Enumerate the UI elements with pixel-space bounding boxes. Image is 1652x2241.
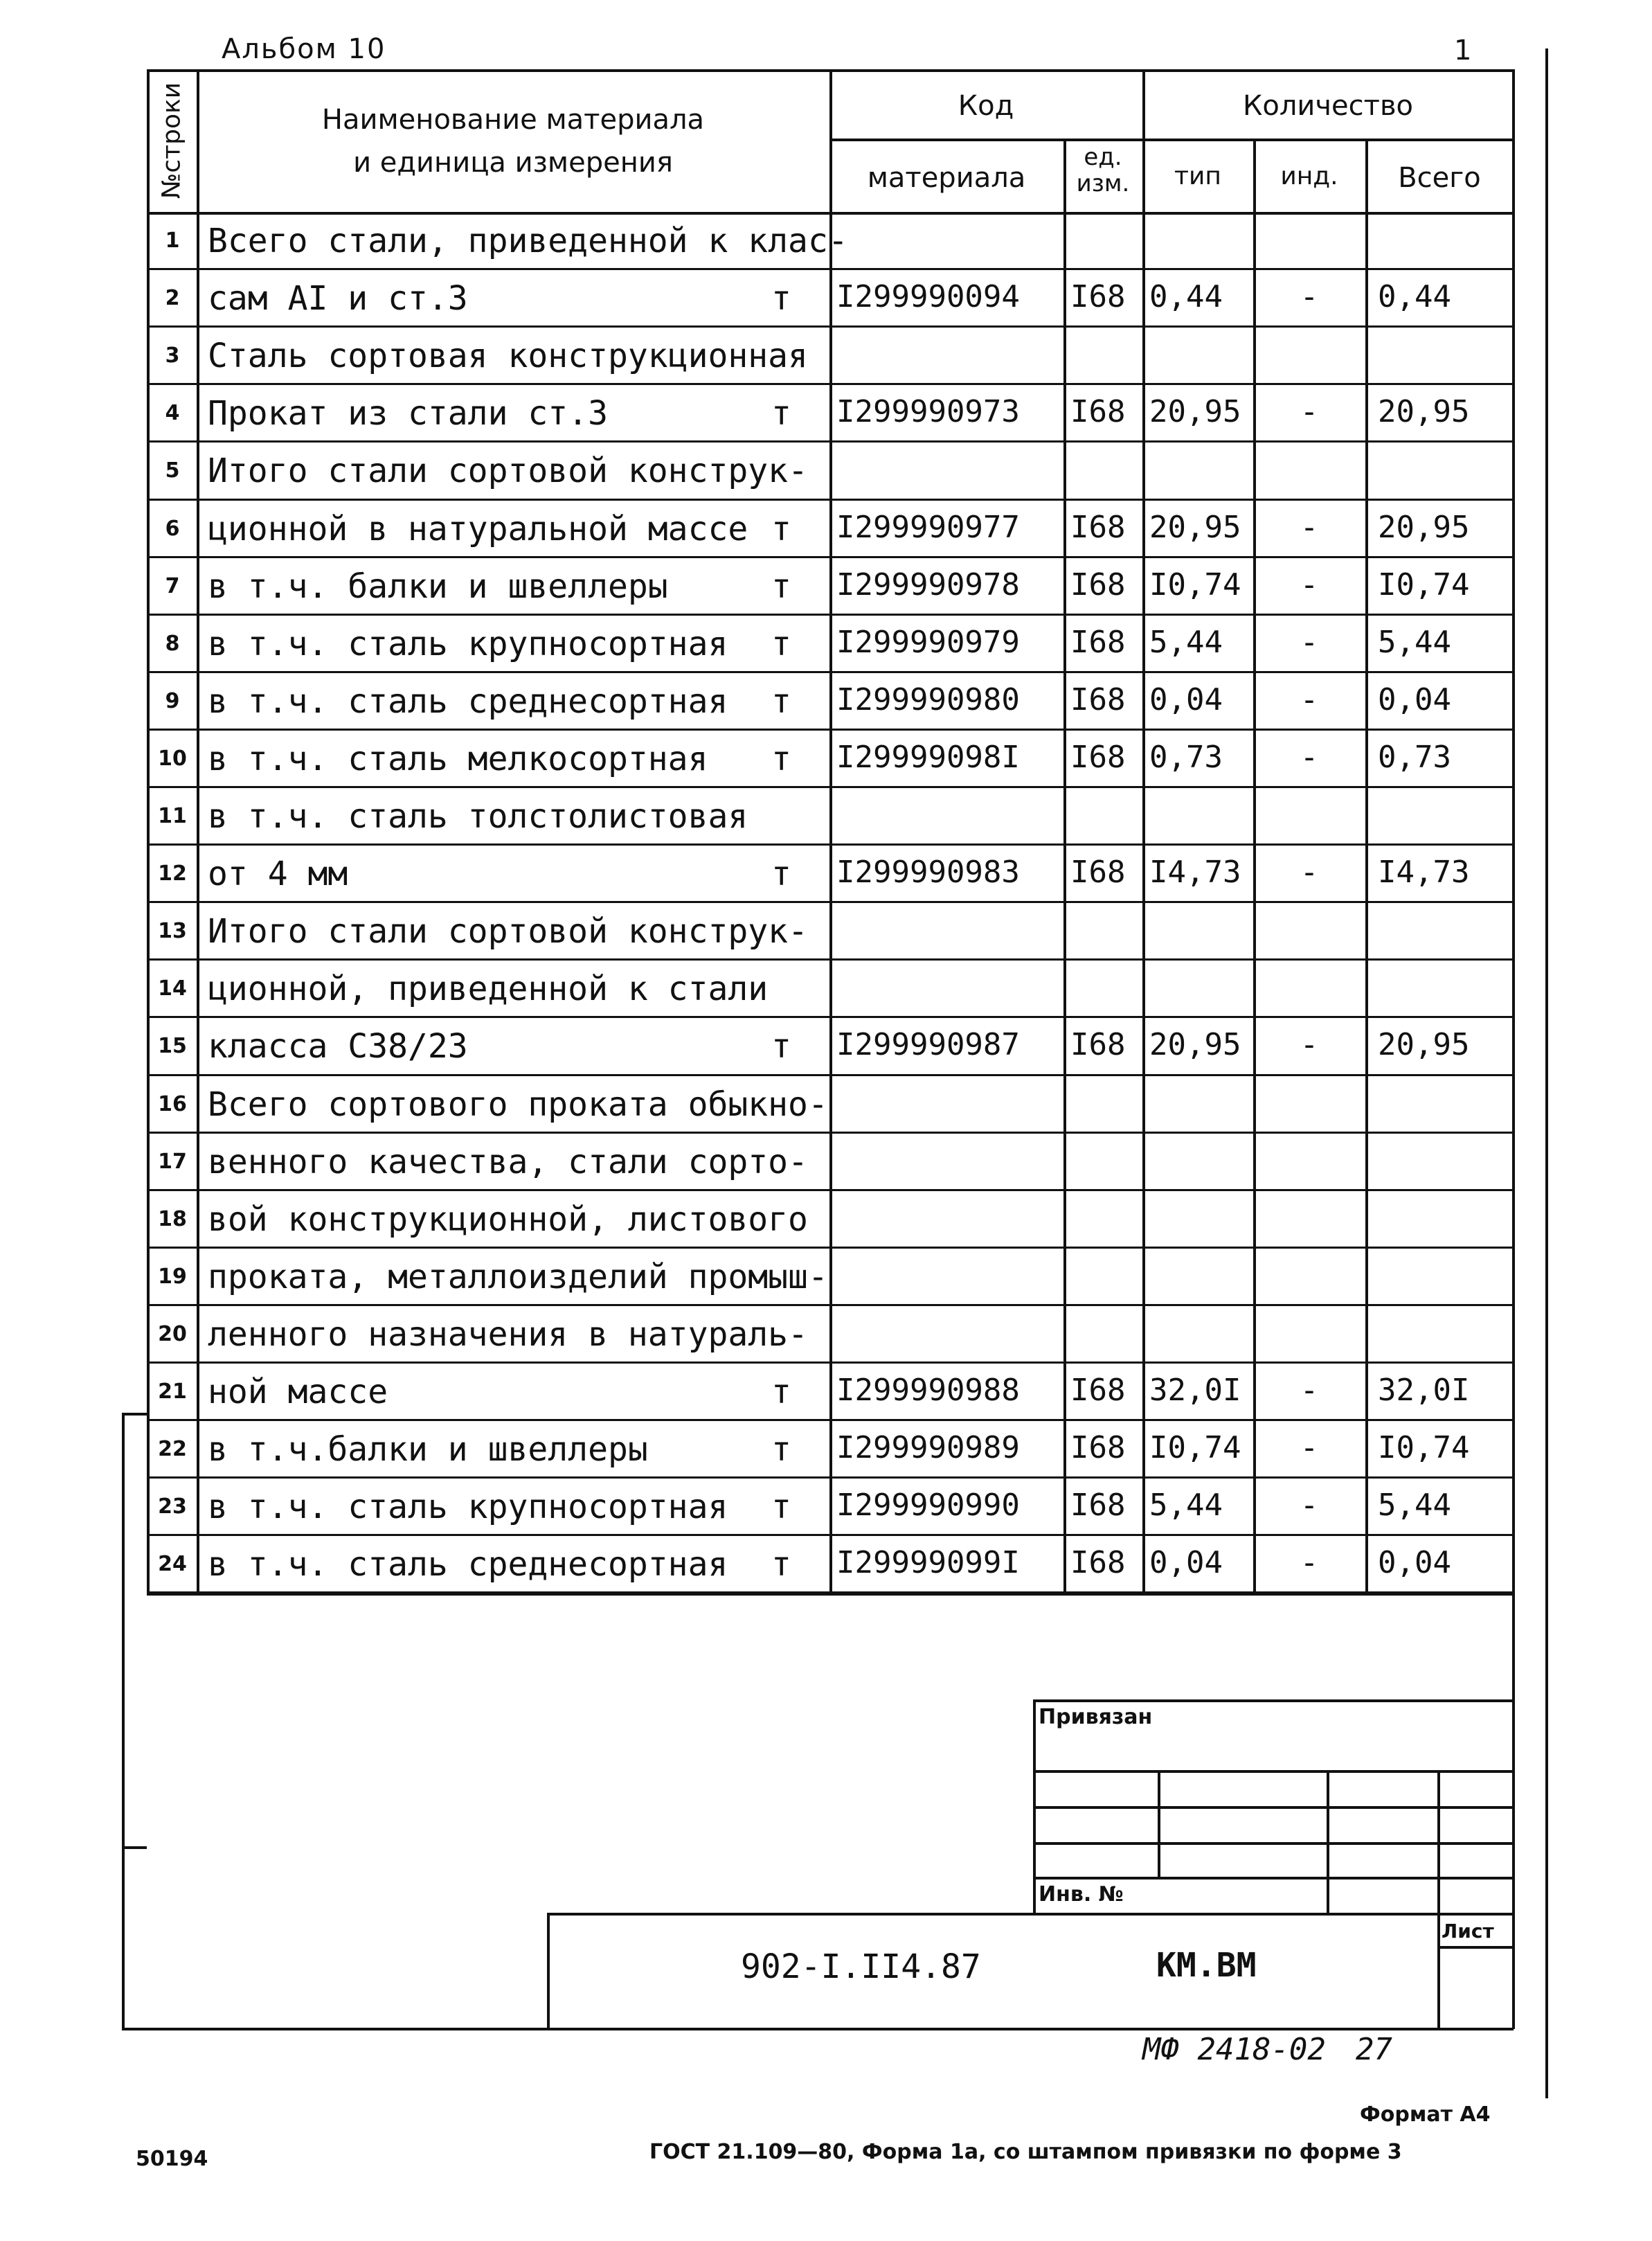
row-number: 22	[158, 1437, 187, 1462]
row-unit-mark: т	[771, 624, 791, 663]
row-number: 6	[165, 516, 180, 541]
row-unit-mark: т	[771, 566, 791, 606]
row-divider	[147, 1361, 1514, 1364]
row-qty-type: 5,44	[1149, 1488, 1223, 1524]
row-divider	[147, 1419, 1514, 1421]
row-qty-type: I0,74	[1149, 566, 1241, 602]
stamp-list-line	[1437, 1913, 1440, 2029]
row-qty-ind: -	[1300, 1545, 1319, 1581]
row-divider	[147, 1016, 1514, 1018]
sheet-number: 27	[1356, 2032, 1392, 2067]
row-divider	[147, 729, 1514, 731]
row-material-code: I299990977	[836, 509, 1020, 545]
row-qty-ind: -	[1300, 855, 1319, 891]
row-number: 17	[158, 1149, 187, 1174]
privyazan-label: Привязан	[1039, 1705, 1153, 1729]
row-qty-ind: -	[1300, 624, 1319, 660]
row-material-code: I29999099I	[836, 1545, 1020, 1581]
row-number: 9	[165, 688, 180, 713]
row-qty-ind: -	[1300, 1373, 1319, 1408]
row-unit-code: I68	[1070, 681, 1126, 717]
row-divider	[147, 1534, 1514, 1536]
row-number: 15	[158, 1034, 187, 1059]
row-number: 18	[158, 1206, 187, 1231]
row-number: 14	[158, 976, 187, 1001]
row-divider	[147, 268, 1514, 270]
row-material-name: в т.ч. сталь мелкосортная	[208, 739, 708, 778]
row-material-name: ной массе	[208, 1373, 388, 1411]
row-divider	[147, 1476, 1514, 1479]
row-divider	[147, 325, 1514, 328]
list-label: Лист	[1442, 1920, 1494, 1943]
mf-number: МФ 2418-02	[1142, 2032, 1326, 2067]
privyazan-line-2	[1033, 1806, 1514, 1809]
row-qty-ind: -	[1300, 394, 1319, 430]
row-qty-type: 32,0I	[1149, 1373, 1241, 1408]
row-divider	[147, 1247, 1514, 1249]
row-material-name: в т.ч. сталь крупносортная	[208, 624, 728, 663]
row-material-name: ленного назначения в натураль-	[208, 1314, 808, 1354]
row-material-name: Прокат из стали ст.3	[208, 394, 608, 434]
row-number: 21	[158, 1380, 187, 1404]
row-material-name: от 4 мм	[208, 855, 348, 894]
row-qty-total: 20,95	[1378, 1027, 1470, 1063]
margin-vertical	[122, 1413, 125, 2029]
row-qty-total: I4,73	[1378, 855, 1470, 891]
row-unit-mark: т	[771, 1545, 791, 1584]
row-material-name: в т.ч. сталь крупносортная	[208, 1488, 728, 1527]
row-unit-mark: т	[771, 739, 791, 778]
row-material-name: ционной в натуральной массе	[208, 509, 748, 548]
privyazan-line-4	[1033, 1877, 1514, 1880]
row-qty-ind: -	[1300, 566, 1319, 602]
privyazan-line-1	[1033, 1770, 1514, 1773]
row-material-name: Всего стали, приведенной к клас-	[208, 222, 848, 260]
row-unit-code: I68	[1070, 394, 1126, 430]
row-unit-code: I68	[1070, 1430, 1126, 1466]
margin-tick-1	[122, 1413, 147, 1416]
header-qty-total: Всего	[1398, 162, 1481, 194]
row-unit-code: I68	[1070, 1027, 1126, 1063]
header-name-line1: Наименование материала	[321, 104, 705, 136]
header-qty-ind: инд.	[1280, 162, 1338, 190]
format-label: Формат А4	[1360, 2102, 1491, 2127]
row-unit-code: I68	[1070, 1545, 1126, 1581]
row-material-code: I299990979	[836, 624, 1020, 660]
doc-code: 902-I.II4.87	[741, 1947, 981, 1986]
row-material-name: в т.ч. балки и швеллеры	[208, 566, 668, 606]
row-material-name: венного качества, стали сорто-	[208, 1142, 808, 1181]
col-line-unit	[1142, 69, 1145, 1593]
privyazan-col-3	[1437, 1770, 1440, 1913]
col-line-ind	[1365, 139, 1368, 1593]
row-divider	[147, 671, 1514, 673]
row-material-code: I299990978	[836, 566, 1020, 602]
row-number: 12	[158, 861, 187, 886]
row-unit-code: I68	[1070, 566, 1126, 602]
row-divider	[147, 383, 1514, 385]
row-qty-total: 0,73	[1378, 739, 1451, 775]
privyazan-line-3	[1033, 1842, 1514, 1845]
row-qty-total: I0,74	[1378, 566, 1470, 602]
row-qty-type: 0,73	[1149, 739, 1223, 775]
row-number: 10	[158, 746, 187, 771]
row-unit-mark: т	[771, 1373, 791, 1411]
row-unit-mark: т	[771, 1488, 791, 1527]
header-sub-line	[829, 139, 1514, 141]
row-divider	[147, 1074, 1514, 1076]
page-right-edge	[1545, 48, 1548, 2098]
privyazan-col-2	[1327, 1770, 1329, 1913]
stamp-list-sub-line	[1437, 1946, 1514, 1949]
row-material-name: проката, металлоизделий промыш-	[208, 1257, 828, 1296]
row-unit-code: I68	[1070, 855, 1126, 891]
doc-mark: КМ.ВМ	[1156, 1946, 1257, 1985]
row-qty-ind: -	[1300, 1027, 1319, 1063]
row-qty-ind: -	[1300, 509, 1319, 545]
row-material-name: Всего сортового проката обыкно-	[208, 1084, 828, 1124]
row-qty-total: 20,95	[1378, 509, 1470, 545]
row-material-code: I299990988	[836, 1373, 1020, 1408]
row-material-name: Итого стали сортовой конструк-	[208, 452, 808, 491]
col-line-code	[1063, 139, 1066, 1593]
row-divider	[147, 499, 1514, 501]
row-unit-mark: т	[771, 681, 791, 721]
row-qty-ind: -	[1300, 1488, 1319, 1524]
row-divider	[147, 440, 1514, 443]
row-number: 23	[158, 1494, 187, 1519]
row-unit-mark: т	[771, 509, 791, 548]
left-code: 50194	[136, 2147, 208, 2171]
row-number: 19	[158, 1264, 187, 1289]
row-qty-total: 5,44	[1378, 1488, 1451, 1524]
row-material-name: в т.ч.балки и швеллеры	[208, 1430, 648, 1470]
privyazan-col-1	[1158, 1770, 1160, 1877]
row-number: 7	[165, 573, 180, 598]
row-unit-mark: т	[771, 1027, 791, 1066]
row-material-name: Итого стали сортовой конструк-	[208, 912, 808, 952]
row-unit-code: I68	[1070, 279, 1126, 315]
row-unit-code: I68	[1070, 624, 1126, 660]
row-unit-mark: т	[771, 855, 791, 894]
row-qty-type: I4,73	[1149, 855, 1241, 891]
row-number: 11	[158, 804, 187, 828]
row-material-name: сам АI и ст.3	[208, 279, 468, 319]
row-qty-total: 20,95	[1378, 394, 1470, 430]
header-quantity: Количество	[1242, 90, 1413, 122]
row-unit-code: I68	[1070, 1488, 1126, 1524]
row-number: 5	[165, 458, 180, 483]
row-material-code: I299990987	[836, 1027, 1020, 1063]
row-unit-code: I68	[1070, 739, 1126, 775]
stamp-left-line	[547, 1913, 550, 2029]
row-qty-total: 0,04	[1378, 1545, 1451, 1581]
row-material-name: в т.ч. сталь среднесортная	[208, 1545, 728, 1584]
row-number: 20	[158, 1321, 187, 1346]
margin-tick-2	[122, 1846, 147, 1849]
header-name-line2: и единица измерения	[353, 147, 673, 179]
row-divider	[147, 1132, 1514, 1134]
row-unit-code: I68	[1070, 509, 1126, 545]
row-qty-total: 32,0I	[1378, 1373, 1470, 1408]
row-material-name: Сталь сортовая конструкционная	[208, 337, 808, 376]
row-qty-type: I0,74	[1149, 1430, 1241, 1466]
row-qty-type: 5,44	[1149, 624, 1223, 660]
row-unit-mark: т	[771, 1430, 791, 1470]
row-qty-ind: -	[1300, 279, 1319, 315]
frame-bottom-line	[122, 2028, 1514, 2030]
row-qty-type: 0,04	[1149, 1545, 1223, 1581]
row-qty-ind: -	[1300, 681, 1319, 717]
row-qty-type: 20,95	[1149, 394, 1241, 430]
inv-no-label: Инв. №	[1039, 1882, 1124, 1907]
row-material-name: в т.ч. сталь толстолистовая	[208, 797, 748, 836]
row-qty-total: 5,44	[1378, 624, 1451, 660]
row-qty-type: 0,04	[1149, 681, 1223, 717]
row-qty-ind: -	[1300, 1430, 1319, 1466]
row-material-name: в т.ч. сталь среднесортная	[208, 681, 728, 721]
page-mark: 1	[1454, 35, 1472, 66]
row-material-name: ционной, приведенной к стали	[208, 970, 769, 1009]
row-material-code: I299990983	[836, 855, 1020, 891]
row-unit-mark: т	[771, 394, 791, 434]
row-material-code: I299990990	[836, 1488, 1020, 1524]
col-line-name	[829, 69, 832, 1593]
row-material-name: вой конструкционной, листового	[208, 1199, 808, 1239]
row-material-code: I299990980	[836, 681, 1020, 717]
row-qty-type: 0,44	[1149, 279, 1223, 315]
header-row-no-label: №строки	[157, 82, 186, 199]
row-qty-ind: -	[1300, 739, 1319, 775]
row-number: 3	[165, 343, 180, 368]
header-code: Код	[958, 90, 1014, 122]
album-label: Альбом 10	[222, 33, 386, 65]
gost-reference: ГОСТ 21.109—80, Форма 1а, со штампом привязки по форме 3	[649, 2140, 1402, 2164]
row-number: 1	[165, 229, 180, 253]
header-row-no	[147, 69, 197, 212]
row-material-code: I299990094	[836, 279, 1020, 315]
row-number: 16	[158, 1091, 187, 1116]
row-qty-type: 20,95	[1149, 1027, 1241, 1063]
row-material-name: класса С38/23	[208, 1027, 468, 1066]
row-number: 24	[158, 1552, 187, 1577]
stamp-top-line	[547, 1913, 1514, 1916]
row-number: 8	[165, 631, 180, 656]
row-divider	[147, 556, 1514, 558]
privyazan-top-line	[1033, 1699, 1514, 1702]
row-qty-total: 0,04	[1378, 681, 1451, 717]
row-unit-code: I68	[1070, 1373, 1126, 1408]
row-number: 13	[158, 919, 187, 944]
row-divider	[147, 614, 1514, 616]
header-qty-type: тип	[1174, 162, 1221, 190]
row-material-code: I299990989	[836, 1430, 1020, 1466]
row-divider	[147, 843, 1514, 846]
row-number: 4	[165, 401, 180, 426]
row-divider	[147, 786, 1514, 788]
header-bottom-line	[147, 212, 1514, 215]
row-divider	[147, 901, 1514, 903]
row-unit-mark: т	[771, 279, 791, 319]
row-qty-total: I0,74	[1378, 1430, 1470, 1466]
table-bottom-border	[147, 1593, 1515, 1596]
header-code-unit: ед. изм.	[1076, 143, 1130, 197]
row-material-code: I29999098I	[836, 739, 1020, 775]
table-right-border	[1512, 69, 1515, 2029]
header-code-material: материала	[867, 162, 1026, 194]
row-divider	[147, 958, 1514, 961]
row-qty-total: 0,44	[1378, 279, 1451, 315]
row-number: 2	[165, 286, 180, 311]
row-material-code: I299990973	[836, 394, 1020, 430]
col-line-rowno	[197, 69, 199, 1593]
row-divider	[147, 1189, 1514, 1191]
row-qty-type: 20,95	[1149, 509, 1241, 545]
row-divider	[147, 1304, 1514, 1306]
